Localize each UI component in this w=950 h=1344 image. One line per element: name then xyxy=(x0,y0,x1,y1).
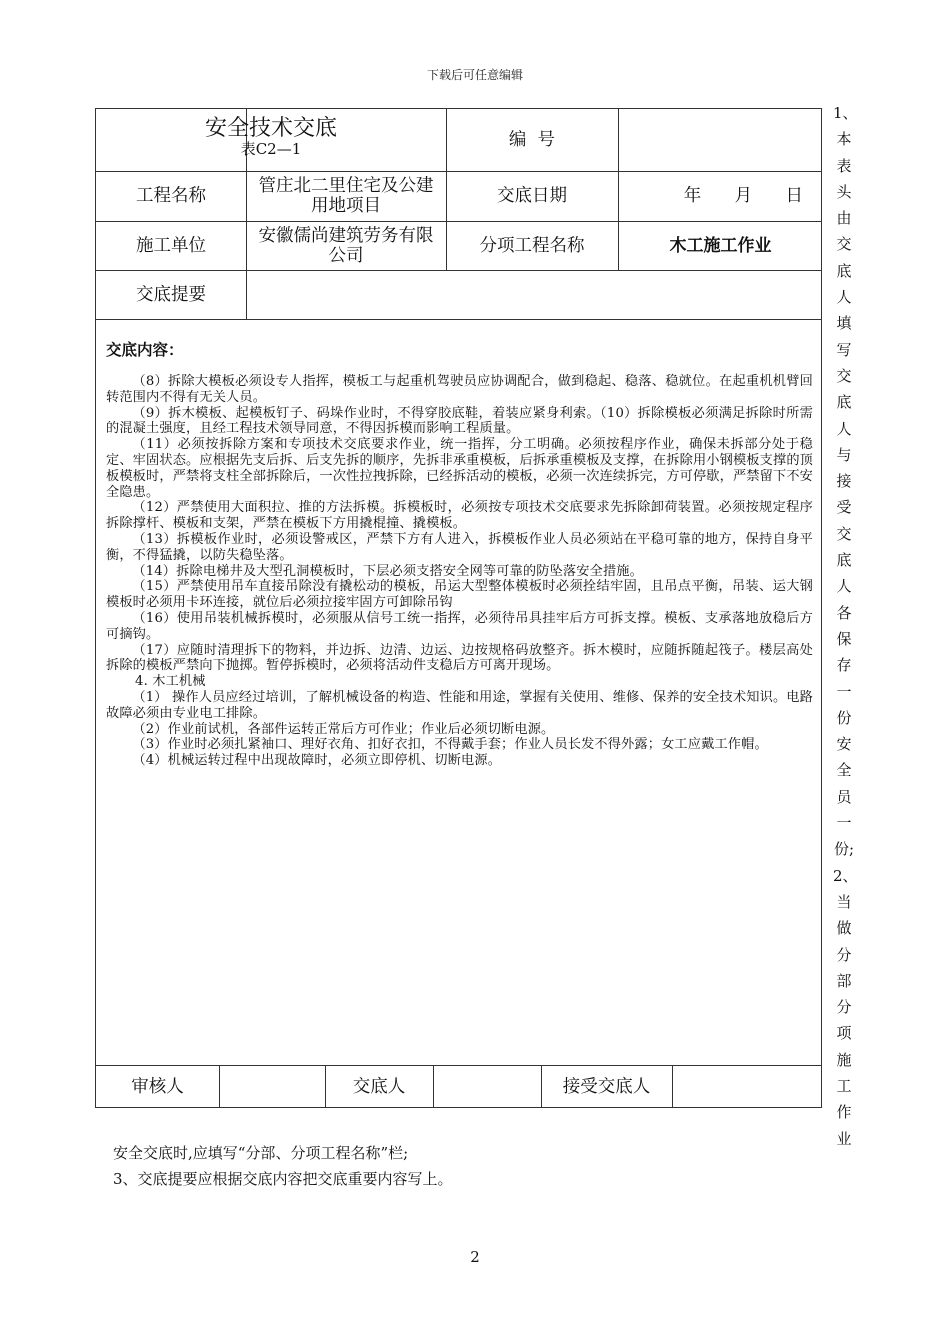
construction-unit-field[interactable]: 安徽儒尚建筑劳务有限公司 xyxy=(258,225,434,266)
disclosure-date-field[interactable]: 年 月 日 xyxy=(683,186,803,206)
footnote-line-1: 安全交底时,应填写“分部、分项工程名称”栏; xyxy=(113,1144,409,1162)
form-title: 安全技术交底 xyxy=(204,115,337,141)
summary-field[interactable] xyxy=(246,270,823,319)
content-paragraph: （17）应随时清理拆下的物料，并边拆、边清、边运、边按规格码放整齐。拆木模时，应随拆随起筏子。楼层高处拆除的模板严禁向下抛掷。暂停拆模时，必须将活动件支稳后方可离开现场。 xyxy=(106,642,813,674)
content-paragraph: （4）机械运转过程中出现故障时，必须立即停机、切断电源。 xyxy=(132,753,502,769)
content-paragraph: （12）严禁使用大面积拉、推的方法拆模。拆模板时，必须按专项技术交底要求先拆除卸荷装置。必须按规定程序拆除撑杆、模板和支架，严禁在模板下方用撬棍撞、撬模板。 xyxy=(106,500,813,532)
project-name-label: 工程名称 xyxy=(136,186,206,206)
content-paragraph: （9）拆木模板、起模板钉子、码垛作业时，不得穿胶底鞋，着装应紧身利索。（10）拆除模板必须满足拆除时所需的混凝土强度，且经工程技术领导同意，不得因拆模而影响工程质量。 xyxy=(106,405,813,437)
content-paragraph: （15）严禁使用吊车直接吊除没有撬松动的模板，吊运大型整体模板时必须拴结牢固，且吊点平衡，吊装、运大钢模板时必须用卡环连接，就位后必须拉接牢固方可卸除吊钩 xyxy=(106,579,813,611)
row-divider xyxy=(96,319,821,320)
construction-unit-label: 施工单位 xyxy=(136,235,206,256)
project-name-field[interactable]: 管庄北二里住宅及公建用地项目 xyxy=(258,176,434,216)
content-paragraph: （13）拆模板作业时，必须设警戒区，严禁下方有人进入，拆模板作业人员必须站在平稳可靠的地方，保持自身平衡，不得猛撬，以防失稳坠落。 xyxy=(106,531,813,563)
reviewer-label: 审核人 xyxy=(131,1076,184,1097)
content-paragraph: （2）作业前试机，各部件运转正常后方可作业；作业后必须切断电源。 xyxy=(132,721,555,737)
content-heading: 交底内容： xyxy=(106,341,184,359)
page-number: 2 xyxy=(470,1248,480,1266)
content-paragraph: （16）使用吊装机械拆模时，必须服从信号工统一指挥，必须待吊具挂牢后方可拆支撑。模板、支承落地放稳后方可摘钩。 xyxy=(106,610,813,642)
reviewer-field[interactable] xyxy=(219,1065,325,1108)
footnote-line-2: 3、交底提要应根据交底内容把交底重要内容写上。 xyxy=(113,1170,453,1188)
disclosure-date-label: 交底日期 xyxy=(497,186,567,206)
content-paragraph: （8）拆除大模板必须设专人指挥，模板工与起重机驾驶员应协调配合，做到稳起、稳落、稳就位。在起重机机臂回转范围内不得有无关人员。 xyxy=(106,374,813,405)
form-code: 表C2—1 xyxy=(240,139,302,158)
number-label: 编 号 xyxy=(508,130,556,150)
subproject-name-label: 分项工程名称 xyxy=(479,235,585,256)
content-paragraph: （3）作业时必须扎紧袖口、理好衣角、扣好衣扣，不得戴手套；作业人员长发不得外露；女工应戴工作帽。 xyxy=(132,737,768,753)
subproject-name-field[interactable]: 木工施工作业 xyxy=(669,235,772,256)
discloser-field[interactable] xyxy=(433,1065,541,1108)
content-paragraph: （14）拆除电梯井及大型孔洞模板时，下层必须支搭安全网等可靠的防坠落安全措施。 xyxy=(132,563,643,579)
form-title-cell xyxy=(96,109,446,171)
content-paragraph: （1） 操作人员应经过培训，了解机械设备的构造、性能和用途，掌握有关使用、维修、保养的安全技术知识。电路故障必须由专业电工排除。 xyxy=(106,689,813,721)
receiver-field[interactable] xyxy=(672,1065,823,1108)
receiver-label: 接受交底人 xyxy=(562,1076,651,1097)
content-section-heading: 4. 木工机械 xyxy=(135,674,206,690)
content-body xyxy=(106,374,813,769)
discloser-label: 交底人 xyxy=(352,1076,406,1097)
side-note: 1、本表头由交底人填写交底人与接受交底人各保存一份安全员一份;2、当做分部分项施工作业 xyxy=(833,104,858,1148)
summary-label: 交底提要 xyxy=(136,284,206,305)
header-note: 下载后可任意编辑 xyxy=(426,68,523,82)
safety-disclosure-form xyxy=(95,108,822,1108)
number-field[interactable] xyxy=(618,109,823,171)
content-paragraph: （11）必须按拆除方案和专项技术交底要求作业，统一指挥，分工明确。必须按程序作业，确保未拆部分处于稳定、牢固状态。应根据先支后拆、后支先拆的顺序，先拆非承重模板，后拆承重模板及支撑，在拆除用小钢模板支撑的顶板模板时，严禁将支柱全部拆除后，一次性拉拽拆除，已经拆活动的模板，必须一次连续拆完，方可停歇，严禁留下不安全隐患。 xyxy=(106,437,813,500)
